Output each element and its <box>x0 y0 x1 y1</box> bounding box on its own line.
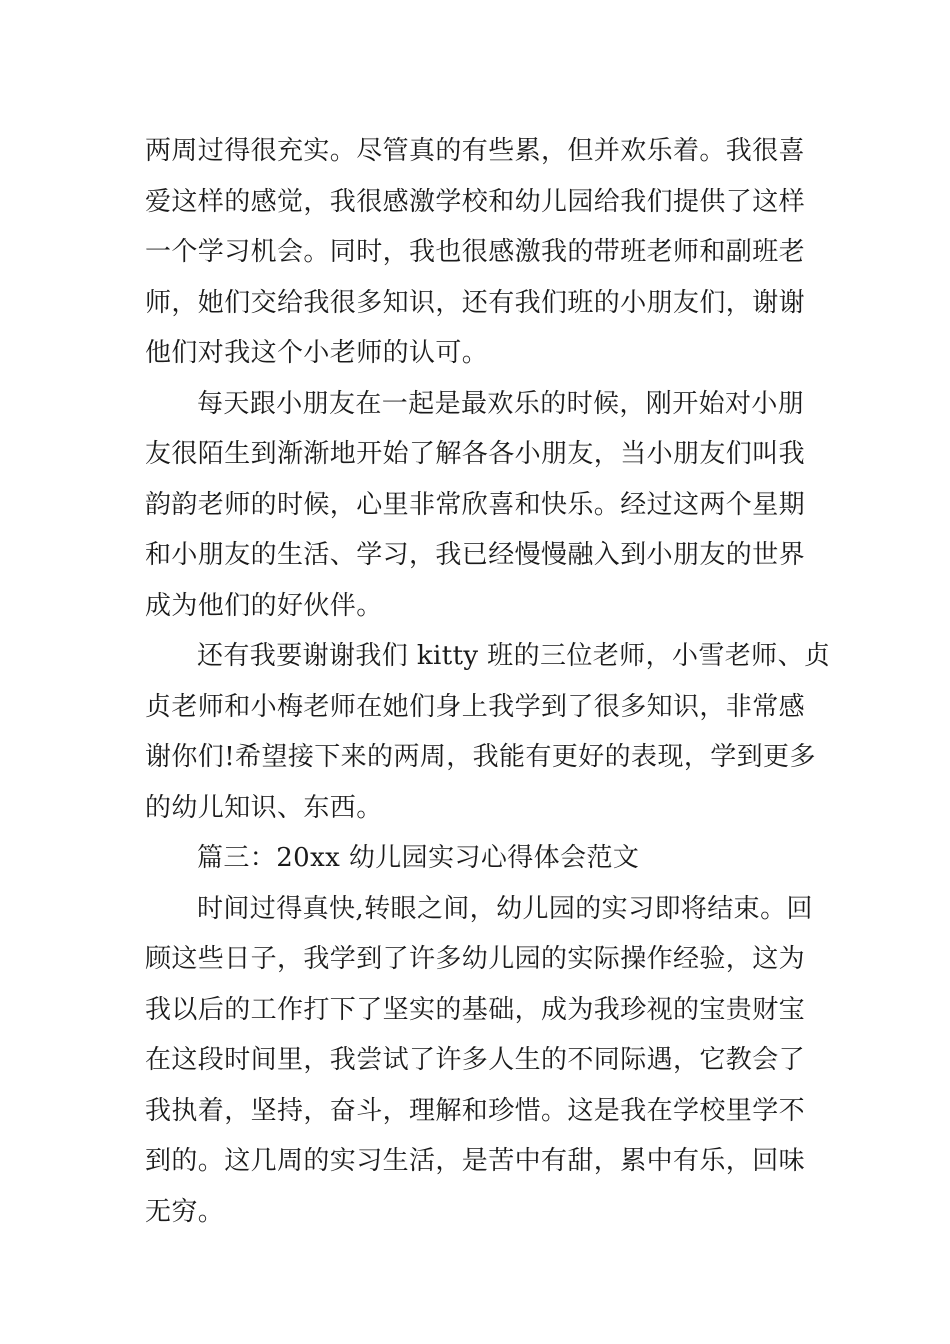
text-line: 顾这些日子，我学到了许多幼儿园的实际操作经验，这为 <box>145 944 806 974</box>
text-line: 无穷。 <box>145 1196 225 1227</box>
section-heading-text: 篇三：20xx 幼儿园实习心得体会范文 <box>197 843 640 873</box>
text-line: 贞老师和小梅老师在她们身上我学到了很多知识，非常感 <box>145 691 806 722</box>
text-line: 谢你们!希望接下来的两周，我能有更好的表现，学到更多 <box>145 742 816 772</box>
text-line: 师，她们交给我很多知识，还有我们班的小朋友们，谢谢 <box>145 287 806 318</box>
text-line: 两周过得很充实。尽管真的有些累，但并欢乐着。我很喜 <box>145 136 806 166</box>
text-line: 还有我要谢谢我们 kitty 班的三位老师，小雪老师、贞 <box>197 641 831 671</box>
text-line: 在这段时间里，我尝试了许多人生的不同际遇，它教会了 <box>145 1045 806 1075</box>
section-heading <box>145 833 810 884</box>
text-line: 我执着，坚持，奋斗，理解和珍惜。这是我在学校里学不 <box>145 1095 806 1126</box>
paragraph-1 <box>145 126 810 379</box>
text-line: 友很陌生到渐渐地开始了解各各小朋友，当小朋友们叫我 <box>145 439 806 469</box>
text-line: 爱这样的感觉，我很感激学校和幼儿园给我们提供了这样 <box>145 186 806 217</box>
text-line: 一个学习机会。同时，我也很感激我的带班老师和副班老 <box>145 237 806 267</box>
text-line: 我以后的工作打下了坚实的基础，成为我珍视的宝贵财宝 <box>145 994 806 1025</box>
text-line: 的幼儿知识、东西。 <box>145 792 383 823</box>
text-line: 和小朋友的生活、学习，我已经慢慢融入到小朋友的世界 <box>145 540 806 570</box>
paragraph-2 <box>145 379 810 632</box>
text-line: 他们对我这个小老师的认可。 <box>145 338 489 368</box>
paragraph-3 <box>145 631 831 833</box>
text-line: 时间过得真快,转眼之间，幼儿园的实习即将结束。回 <box>197 893 813 924</box>
text-line: 成为他们的好伙伴。 <box>145 590 383 621</box>
text-line: 每天跟小朋友在一起是最欢乐的时候，刚开始对小朋 <box>197 388 805 419</box>
text-line: 到的。这几周的实习生活，是苦中有甜，累中有乐，回味 <box>145 1146 806 1176</box>
paragraph-4 <box>145 884 813 1238</box>
text-line: 韵韵老师的时候，心里非常欣喜和快乐。经过这两个星期 <box>145 489 806 520</box>
document-body <box>145 126 831 1237</box>
